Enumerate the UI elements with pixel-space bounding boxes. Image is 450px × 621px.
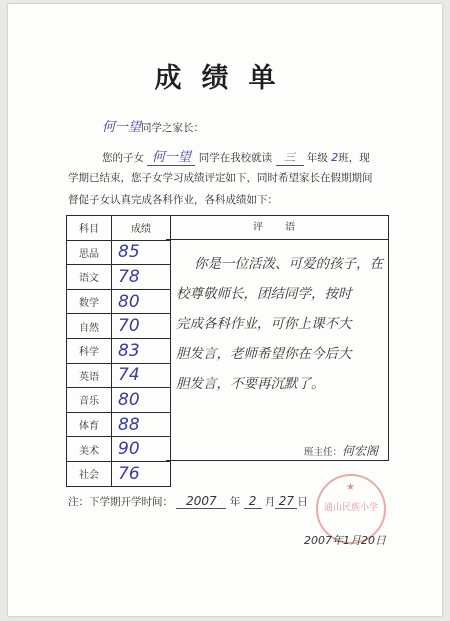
signature-date: 2007年1月20日 xyxy=(304,534,386,547)
subject-cell: 社会 xyxy=(67,461,112,486)
comment-line-3: 完成各科作业，可你上课不大 xyxy=(176,316,352,332)
score-cell: 76 xyxy=(112,461,171,486)
intro-part1: 您的子女 xyxy=(102,152,144,164)
subject-cell: 语文 xyxy=(67,265,112,290)
score-cell: 88 xyxy=(112,412,171,437)
table-row xyxy=(67,461,171,486)
report-card-sheet xyxy=(8,4,442,616)
intro-line-3: 督促子女认真完成各科作业，各科成绩如下： xyxy=(68,194,278,206)
teacher-label: 班主任： xyxy=(304,447,343,458)
comment-line-2: 校尊敬师长，团结同学，按时 xyxy=(176,286,352,302)
table-row xyxy=(67,363,171,388)
subject-cell: 科学 xyxy=(67,338,112,363)
score-cell: 80 xyxy=(112,289,171,314)
table-row xyxy=(67,265,171,290)
subject-cell: 思品 xyxy=(67,240,112,265)
next-term-day: 27 xyxy=(275,494,297,509)
intro-class: 2 xyxy=(331,151,339,164)
intro-line-2: 学期已结束，您子女学习成绩评定如下，同时希望家长在假期期间 xyxy=(68,172,373,184)
intro-part3: 年级 xyxy=(306,152,328,164)
next-term-label: 注：下学期开学时间： xyxy=(68,496,173,508)
score-cell: 78 xyxy=(112,265,171,290)
intro-student-name: 何一望 xyxy=(147,146,195,166)
page-title: 成绩单 xyxy=(154,63,296,94)
subject-cell: 音乐 xyxy=(67,388,112,413)
table-row xyxy=(67,240,171,265)
comment-line-4: 胆发言，老师希望你在今后大 xyxy=(176,346,352,362)
intro-grade: 三 xyxy=(276,149,304,166)
header-subject: 科目 xyxy=(67,216,112,241)
year-unit: 年 xyxy=(229,496,241,508)
subject-cell: 自然 xyxy=(67,314,112,339)
table-header-row xyxy=(67,216,171,241)
comment-line-1: 你是一位活泼、可爱的孩子，在 xyxy=(194,256,383,272)
table-row xyxy=(67,338,171,363)
subject-cell: 英语 xyxy=(67,363,112,388)
table-row xyxy=(67,412,171,437)
subject-cell: 美术 xyxy=(67,437,112,462)
header-comment: 评 语 xyxy=(166,216,388,240)
table-row xyxy=(67,388,171,413)
header-score: 成绩 xyxy=(112,216,171,241)
score-cell: 70 xyxy=(112,314,171,339)
greeting-suffix: 同学之家长： xyxy=(141,122,205,134)
score-cell: 74 xyxy=(112,363,171,388)
seal-star-icon: ★ xyxy=(346,482,355,493)
subject-cell: 数学 xyxy=(67,289,112,314)
greeting-student-name: 何一望 xyxy=(102,120,142,135)
table-row xyxy=(67,289,171,314)
greeting xyxy=(102,116,204,135)
grades-table xyxy=(66,215,171,487)
table-row xyxy=(67,437,171,462)
intro-line-1 xyxy=(102,146,370,166)
next-term-month: 2 xyxy=(244,494,262,509)
score-cell: 85 xyxy=(112,240,171,265)
score-cell: 90 xyxy=(112,437,171,462)
seal-text: 通山民族小学 xyxy=(323,503,378,513)
subject-cell: 体育 xyxy=(67,412,112,437)
score-cell: 83 xyxy=(112,338,171,363)
comment-box xyxy=(166,215,389,461)
day-unit: 日 xyxy=(297,496,308,508)
intro-part4: 班，现 xyxy=(338,152,370,164)
next-term-year: 2007 xyxy=(176,494,226,509)
month-unit: 月 xyxy=(264,496,276,508)
teacher-name: 何宏阁 xyxy=(342,444,379,458)
score-cell: 80 xyxy=(112,388,171,413)
intro-part2: 同学在我校就读 xyxy=(198,152,273,164)
next-term-line xyxy=(68,494,308,509)
comment-line-5: 胆发言，不要再沉默了。 xyxy=(176,376,325,392)
table-row xyxy=(67,314,171,339)
teacher-signature xyxy=(304,440,378,459)
